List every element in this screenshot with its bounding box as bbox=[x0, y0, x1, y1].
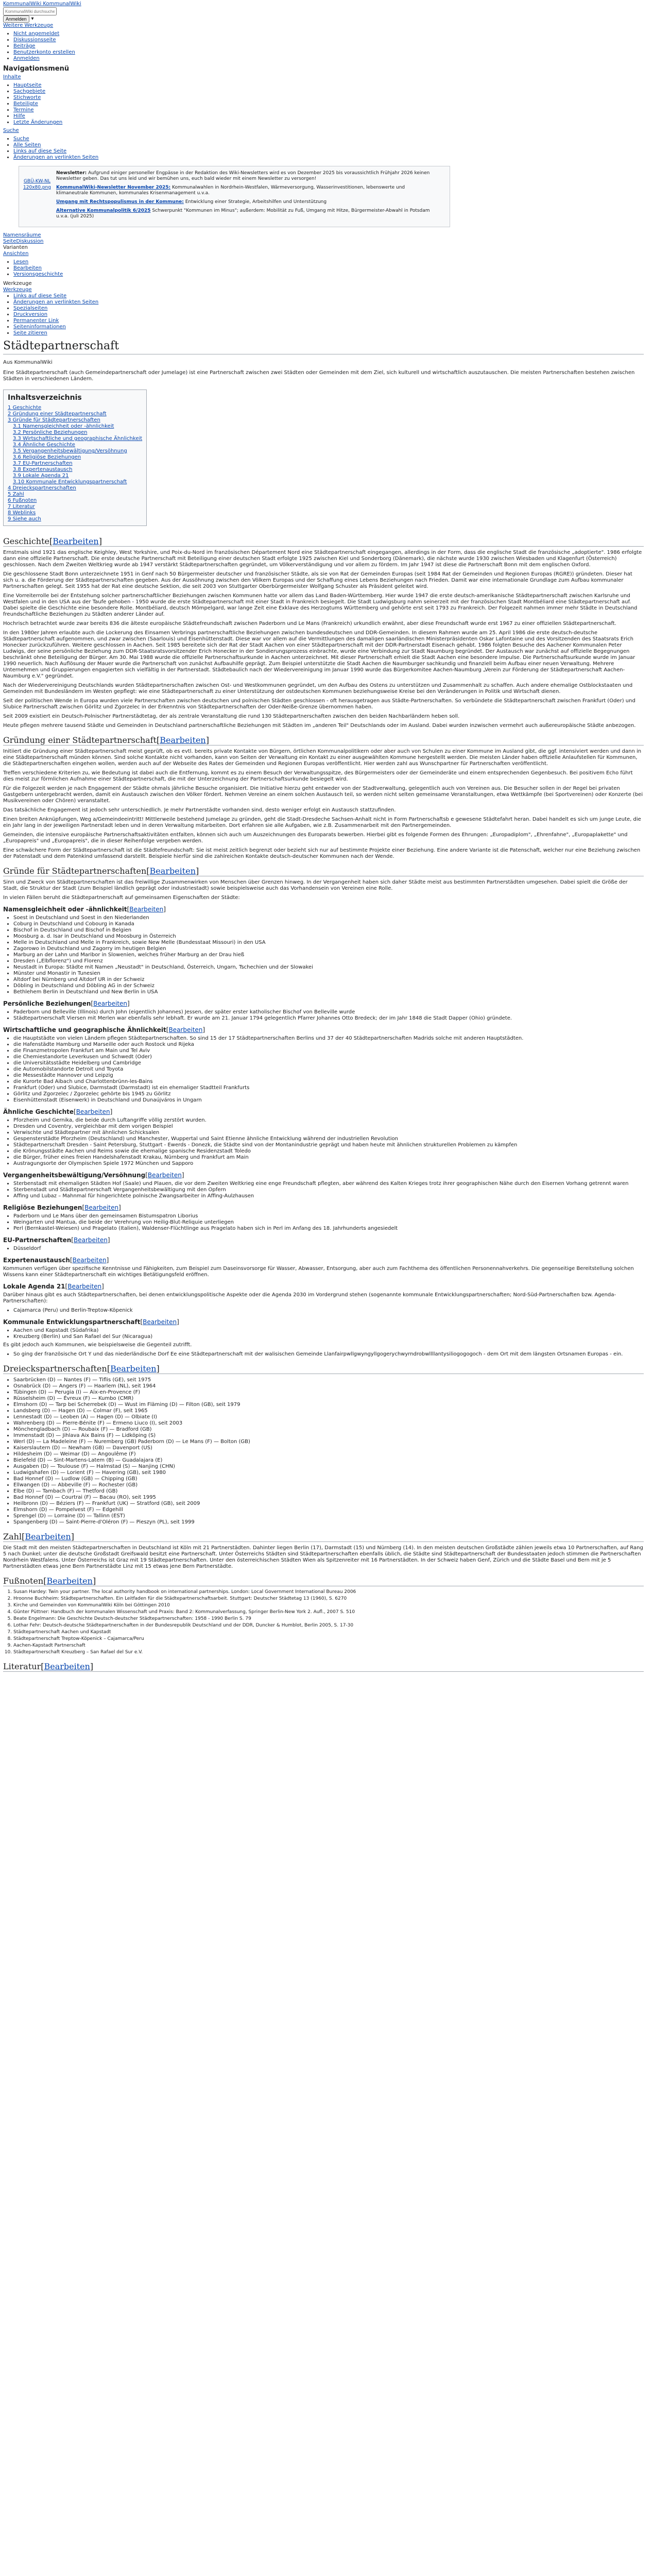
edit-link[interactable]: Bearbeiten bbox=[73, 1236, 108, 1244]
account-menu-link[interactable]: Beiträge bbox=[13, 43, 36, 49]
list-item: • Frankfurt (Oder) und Slubice, Darmstadt (Darmstadt) ist ein ehemaliger Stadtteil Frankfurts bbox=[13, 1085, 644, 1091]
list-item: • Aachen und Kapstadt (Südafrika) bbox=[13, 1328, 644, 1334]
toc-sublink[interactable]: 3.5 Vergangenheitsbewältigung/Versöhnung bbox=[13, 448, 127, 454]
paragraph: Seit 2009 existiert ein Deutsch-Polnischer Partnerstädtetag, der als zentrale Veranstaltung die rund 130 Städtepartnerschaften zwischen den beiden Nachbarländern heben soll. bbox=[3, 714, 460, 719]
account-menu-link[interactable]: Nicht angemeldet bbox=[13, 31, 60, 37]
toc-sublink[interactable]: 3.6 Religiöse Beziehungen bbox=[13, 454, 81, 460]
list-item: • Werl (D) — La Madeleine (F) — Nuremberg (GB) Paderborn (D) — Le Mans (F) — Bolton (GB) bbox=[13, 1439, 644, 1445]
footnote-item: 8. Städtepartnerschaft Treptow-Köpenick – Cajamarca/Peru bbox=[13, 1636, 644, 1642]
article-intro: Eine Städtepartnerschaft (auch Gemeindepartnerschaft oder Jumelage) ist eine Partnerschaft zwischen zwei Städten oder Gemeinden mit dem Ziel, sich kulturell und wirtschaftlich auszutauschen. Die meisten Partnerschaften bestehen zwischen Städten in verschiedenen Ländern. bbox=[3, 370, 635, 382]
notice-text-1: Aufgrund einiger personeller Engpässe in der Redaktion des Wiki-Newsletters wird es von Dezember 2025 bis voraussichtlich Frühjahr 2026 keinen Newsletter geben. Das tut uns leid und wir bemühen uns, euch bald wieder mit einem Newsletter zu versorgen! bbox=[56, 171, 430, 181]
nav-menu-link[interactable]: Sachgebiete bbox=[13, 89, 46, 94]
list-item: • Cajamarca (Peru) und Berlin-Treptow-Köpenick bbox=[13, 1308, 644, 1314]
view-menu-link[interactable]: Bearbeiten bbox=[13, 265, 42, 271]
list-item: • Elbe (D) — Tambach (F) — Thetford (GB) bbox=[13, 1488, 644, 1495]
toc-subitem bbox=[13, 461, 142, 467]
nav-menu-link[interactable]: Beteiligte bbox=[13, 101, 38, 107]
page-title: Städtepartnerschaft bbox=[3, 340, 644, 354]
list-item: • Coburg in Deutschland und Cobourg in Kanada bbox=[13, 921, 644, 927]
paragraph: Treffen verschiedene Kriterien zu, wie Bedeutung ist dabei auch die Entfernung, kommt es zu einem Besuch der Verwaltungsspitze, des Bürgermeisters oder der Gemeinderäte und einem entsprechenden Gegenbesuch. Bei positivem Echo führt dies meist zur förmlichen Aufnahme einer Städtepartnerschaft, die mit der Unterzeichnung der Partnerschaftsurkunde besiegelt wird. bbox=[3, 770, 633, 782]
list-item: • Pforzheim und Gernika, die beide durch Luftangriffe völlig zerstört wurden. bbox=[13, 1117, 644, 1124]
bullet-list bbox=[3, 1036, 644, 1104]
paragraph: Nach der Wiedervereinigung Deutschlands wurden Städtepartnerschaften zwischen Ost- und Westkommunen gegründet, um den Aufbau des Ostens zu unterstützen und Zusammenhalt zu schaffen. Auch andere ehemalige Ostblockstaaten und Gemeinden mit Bundesländern im Westen gepflegt: wie eine Städtepartnerschaft zu einer Unterstützung der ostdeutschen Kommunen beziehungsweise Kreise bei den Veränderungen in Politik und Wirtschaft dienen. bbox=[3, 683, 633, 694]
toc-sublink[interactable]: 3.7 EU-Partnerschaften bbox=[13, 461, 73, 466]
search-menu-item bbox=[13, 148, 644, 155]
list-item: • Städtepartnerschaft Viersen mit Merlen war ebenfalls sehr lebhaft. Er wurde am 21. Januar 1794 gelegentlich Pfarrer Johannes Otto Bredeck; der im Jahr 1848 die Stadt Dapper (Ohio) gründete. bbox=[13, 1015, 644, 1022]
toc-item bbox=[8, 498, 142, 504]
list-item: • die Universitätsstädte Heidelberg und Cambridge bbox=[13, 1060, 644, 1066]
list-item: • Altdorf bei Nürnberg und Altdorf UR in der Schweiz bbox=[13, 977, 644, 983]
toc-subitem bbox=[13, 479, 142, 485]
list-item: • Heilbronn (D) — Béziers (F) — Frankfurt (UK) — Stratford (GB), seit 2009 bbox=[13, 1501, 644, 1507]
search-menu-link[interactable]: Änderungen an verlinkten Seiten bbox=[13, 155, 99, 160]
toc-subitem bbox=[13, 442, 142, 448]
list-item: • die Hafenstädte Hamburg und Marseille oder auch Rostock und Rijeka bbox=[13, 1042, 644, 1048]
toc-item bbox=[8, 510, 142, 516]
subsection-heading: Persönliche Beziehungen[Bearbeiten] bbox=[3, 1000, 130, 1007]
notice-lead-1: Newsletter: bbox=[56, 171, 87, 176]
edit-link[interactable]: Bearbeiten bbox=[25, 1532, 71, 1541]
toc-subitem bbox=[13, 473, 142, 479]
notice-text-3: Entwicklung einer Strategie, Arbeitshilfen und Unterstützung bbox=[185, 199, 327, 205]
bullet-list bbox=[3, 1009, 644, 1022]
subsection-heading: Lokale Agenda 21[Bearbeiten] bbox=[3, 1283, 104, 1290]
edit-link[interactable]: Bearbeiten bbox=[149, 866, 196, 876]
toc-subitem bbox=[13, 436, 142, 442]
toc-item bbox=[8, 492, 142, 498]
tools-menu-link[interactable]: Permanenter Link bbox=[13, 318, 59, 324]
list-item: • Zagorowo in Deutschland und Zagorry im heutigen Belgien bbox=[13, 946, 644, 952]
tools-menu-link[interactable]: Spezialseiten bbox=[13, 306, 48, 311]
paragraph: Die Stadt mit den meisten Städtepartnerschaften in Deutschland ist Köln mit 21 Partnerstädten. Dahinter liegen Berlin (17), Darmstadt (15) und Nürnberg (14). In den meisten deutschen Großstädte zählen jeweils etwa 10 Partnerschaften, auf Rang 5 nach Dunkel; unter die deutsche Großstadt Greifswald besitzt eine Partnerschaft. Unter Österreichs Städten sind Städtepartnerschaften ebenfalls üblich, die Städte sind Städtepartnerschaft der Bundesstaaten jedoch stimmen die Partnerschaften Nordrhein Westfalens. Unter Österreichs ist Graz mit 19 Städtepartnerschaften. Unter den österreichischen Städten Wien als Spitzenreiter mit 16 Partnerstädten. In der Schweiz haben Genf, Zürich und die Städte Basel und Bern mit je 5 Partnerstädten etwas jene Bern Partnerstädte Linz mit 15 etwas jene Bern Partnerstädte. bbox=[3, 1545, 643, 1569]
tools-menu-link[interactable]: Seiteninformationen bbox=[13, 324, 66, 330]
toc-link[interactable]: 8 Weblinks bbox=[8, 510, 36, 516]
toc-link[interactable]: 3 Gründe für Städtepartnerschaften bbox=[8, 417, 100, 423]
list-item: • Osnabrück (D) — Angers (F) — Haarlem (NL), seit 1964 bbox=[13, 1383, 644, 1389]
paragraph: Hochrisch betrachtet wurde zwar bereits 836 die älteste europäische Städtefreundschaft zwischen Paderborn und Le Mans (Frankreich) urkundlich erwähnt, aber diese Freundschaft wurde erst 1967 zu einer offiziellen Städtepartnerschaft. bbox=[3, 621, 616, 626]
edit-link[interactable]: Bearbeiten bbox=[143, 1318, 177, 1326]
list-item: • Kaiserslautern (D) — Newham (GB) — Davenport (US) bbox=[13, 1445, 644, 1451]
list-item: • Marburg an der Lahn und Maribor in Slowenien, welches früher Marburg an der Drau hieß bbox=[13, 952, 644, 958]
toc-link[interactable]: 1 Geschichte bbox=[8, 405, 42, 411]
edit-link[interactable]: Bearbeiten bbox=[160, 735, 206, 745]
edit-link[interactable]: Bearbeiten bbox=[76, 1108, 110, 1115]
subsection-heading: Kommunale Entwicklungspartnerschaft[Bearbeiten] bbox=[3, 1318, 179, 1326]
search-menu-link[interactable]: Links auf diese Seite bbox=[13, 148, 67, 154]
tools-label: Werkzeuge bbox=[3, 281, 32, 286]
paragraph: Für die Folgezeit werden je nach Engagement der Städte ohmals jährliche Besuche organisiert. Die Initiative hierzu geht entweder von der Stadtverwaltung, gelegentlich auch von Vereinen aus. Die Besucher sollen in der Regel bei privaten Gastgebern untergebracht werden, damit ein Austausch zwischen den Völker fördert. Nehmen Vereine an einem solchen Austausch teil, so werden nicht selten gemeinsame Veranstaltungen, etwa Wettkämpfe (bei Sportvereinen) oder Konzerte (bei Musikvereinen oder Chören) veranstaltet. bbox=[3, 786, 643, 804]
views-label[interactable]: Ansichten bbox=[3, 251, 29, 257]
namespace-discussion[interactable]: Diskussion bbox=[16, 239, 44, 244]
toc-item bbox=[8, 405, 142, 411]
view-menu-link[interactable]: Versionsgeschichte bbox=[13, 272, 63, 277]
zahl-content bbox=[3, 1545, 644, 1570]
edit-link[interactable]: Bearbeiten bbox=[67, 1283, 102, 1290]
edit-link[interactable]: Bearbeiten bbox=[53, 536, 99, 546]
footnote-item: 4. Günter Püttner: Handbuch der kommunalen Wissenschaft und Praxis: Band 2: Kommunalverfassung, Springer Berlin-New York 2. Aufl., 2007 S. 510 bbox=[13, 1609, 644, 1615]
list-item: • Sterbenstadt und Städtepartnerschaft Vergangenheitsbewältigung mit den Opfern bbox=[13, 1187, 644, 1193]
list-item: • die Chemiestandorte Leverkusen und Schwedt (Oder) bbox=[13, 1054, 644, 1060]
footnote-item: 6. Lothar Fehr: Deutsch-deutsche Städtepartnerschaften in der Bundesrepublik Deutschland und der DDR, Duncker & Humblot, Berlin 2005, S. 17-30 bbox=[13, 1623, 644, 1629]
toc-sublink[interactable]: 3.1 Namensgleichheit oder -ähnlichkeit bbox=[13, 423, 114, 429]
more-tools-link[interactable]: Weitere Werkzeuge bbox=[3, 23, 54, 28]
subsection-heading: EU-Partnerschaften[Bearbeiten] bbox=[3, 1236, 110, 1244]
list-item: • Kreuzberg (Berlin) und San Rafael del Sur (Nicaragua) bbox=[13, 1334, 644, 1340]
list-item: • Bielefeld (D) — Sint-Martens-Latem (B) — Guadalajara (E) bbox=[13, 1458, 644, 1464]
paragraph: Eine schwächere Form der Städtepartnerschaft ist die Städtefreundschaft: Sie ist meist zeitlich begrenzt oder bezieht sich nur auf bestimmte Projekte einer Beziehung. Eine andere Variante ist die Patenschaft, welcher nur eine Beziehung zwischen der Patenstadt und dem Patenkind umfassend darstellt. Beispiele hierfür sind die zahlreichen Kontakte deutsch-deutscher Kommunen nach der Wende. bbox=[3, 848, 641, 859]
list-item: • Hildesheim (D) — Weimar (D) — Angoulême (F) bbox=[13, 1451, 644, 1458]
page-tabs bbox=[3, 232, 644, 336]
footnote-item: 5. Beate Engelmann: Die Geschichte Deutsch-deutscher Städtepartnerschaften: 1958 - 1990 Berlin S. 79 bbox=[13, 1616, 644, 1622]
toc-link[interactable]: 2 Gründung einer Städtepartnerschaft bbox=[8, 411, 107, 417]
list-item: • Austragungsorte der Olympischen Spiele 1972 München und Sapporo bbox=[13, 1161, 644, 1167]
nav-menu bbox=[3, 82, 644, 126]
gruende-intro-1: Sinn und Zweck von Städtepartnerschaften ist das freiwillige Zusammenwirken von Menschen über Grenzen hinweg. In der Vergangenheit haben sich daher Städte meist aus bestimmten Partnerstädten umgesehen. Dabei spielt die Größe der Stadt, die Struktur der Stadt (zum Beispiel ländlich geprägt oder industriestadt) sowie beispielsweise auch das Vorhandensein von Vereinen eine Rolle. bbox=[3, 879, 628, 891]
list-item: • Rüsselsheim (D) — Évreux (F) — Kumbo (CMR) bbox=[13, 1396, 644, 1402]
bullet-list bbox=[3, 1308, 644, 1314]
namespace-page[interactable]: Seite bbox=[3, 239, 16, 244]
nav-menu-link[interactable]: Termine bbox=[13, 107, 34, 113]
notice-link-4[interactable]: Alternative Kommunalpolitik 6/2025 bbox=[56, 208, 151, 213]
edit-link[interactable]: Bearbeiten bbox=[72, 1257, 107, 1264]
account-menu-link[interactable]: Anmelden bbox=[13, 56, 40, 61]
list-item: • Paderborn und Belleville (Illinois) durch John (eigentlich Johannes) Jessen, der später erster katholischer Bischof von Belleville wurde bbox=[13, 1009, 644, 1015]
list-item: • Bischof in Deutschland und Bischof in Belgien bbox=[13, 927, 644, 934]
list-item: • Eisenhüttenstadt (Eisenwerk) in Deutschland und Dunaújváros in Ungarn bbox=[13, 1097, 644, 1104]
footnote-item: 7. Städtepartnerschaft Aachen und Kapstadt bbox=[13, 1630, 644, 1635]
list-item: • Soest in Deutschland und Soest in den Niederlanden bbox=[13, 915, 644, 921]
list-item: • Spangenberg (D) — Saint-Pierre-d'Oléron (F) — Pieszyn (PL), seit 1999 bbox=[13, 1519, 644, 1526]
edit-link[interactable]: Bearbeiten bbox=[44, 1662, 90, 1671]
account-menu bbox=[3, 31, 644, 62]
list-item: • Döbling in Deutschland und Döbling AG in der Schweiz bbox=[13, 983, 644, 989]
nav-menu-link[interactable]: Hauptseite bbox=[13, 82, 42, 88]
tools-menu-item bbox=[13, 324, 644, 330]
list-item: • Städtepartnerschaft Dresden - Saint Petersburg, Stuttgart - Ewerds - Donezk, die Städte sind von der Montanindustrie geprägt und haben heute mit ähnlichen strukturellen Problemen zu kämpfen bbox=[13, 1142, 644, 1148]
list-item: • Tübingen (D) — Perugia (I) — Aix-en-Provence (F) bbox=[13, 1389, 644, 1396]
view-menu bbox=[3, 259, 644, 278]
toc-item bbox=[8, 411, 142, 417]
footnote-item: 9. Aachen-Kapstadt Partnerschaft bbox=[13, 1643, 644, 1649]
toc-item bbox=[8, 504, 142, 510]
list-item: • Weingarten und Mantua, die beide der Verehrung von Heilig-Blut-Reliquie unterliegen bbox=[13, 1219, 644, 1226]
tools-menu-link[interactable]: Änderungen an verlinkten Seiten bbox=[13, 299, 99, 305]
gruende-subsections bbox=[3, 906, 644, 1358]
list-item: • die Finanzmetropolen Frankfurt am Main und Tel Aviv bbox=[13, 1048, 644, 1054]
notice-text-4: Schwerpunkt "Kommunen im Minus"; außerdem: Mobilität zu Fuß, Umgang mit Hitze, Bürgermeister-Abwahl in Potsdam u.v.a. (juli 2025) bbox=[56, 208, 430, 219]
footnote-item: 1. Susan Hardey: Twin your partner. The local authority handbook on international partnerships. London: Local Government International Bureau 2006 bbox=[13, 1589, 644, 1595]
list-item: • Lennestadt (D) — Leoben (A) — Hagen (D) — Olbiate (I) bbox=[13, 1414, 644, 1420]
tools-sub-link[interactable]: Werkzeuge bbox=[3, 287, 32, 293]
paragraph: Die geschlossene Stadt Bonn unterzeichnete 1951 in Genf nach 50 Bürgermeister deutscher und französischer Städte, als sie von Rat der Gemeinden Europas (seit 1984 Rat der Gemeinden und Regionen Europas (RGRE)) gründeten. Dieser hat sich u. a. die Förderung der Städtepartnerschaften gegeben. Aus der Aussöhnung zwischen den Völkern Europas und der Schaffung eines Lebens Beziehungen nach Frieden. Damit war eine internationale Grundlage zum Aufbau kommunaler Partnerschaften gelegt. Seit 1955 hat der Rat eine deutsche Sektion, die seit 2003 von Stuttgarter Oberbürgermeister Wolfgang Schuster als Präsident geleitet wird. bbox=[3, 571, 632, 589]
gruende-intro-2: In vielen Fällen beruht die Städtepartnerschaft auf gemeinsamen Eigenschaften der Städte: bbox=[3, 895, 240, 901]
subsection-heading: Namensgleichheit oder -ähnlichkeit[Bearbeiten] bbox=[3, 906, 166, 913]
paragraph: Seit der politischen Wende in Europa wurden viele Partnerschaften zwischen deutschen und polnischen Städten geschlossen - oft herausgetragen aus Städte-Partnerschaften. So verbündete die Städtepartnerschaft zwischen Frankfurt (Oder) und Slubice Partnerschaft zwischen Görlitz und Zgorzelec in der Erkenntnis von Städtepartnerschaften der Oder-Neiße-Grenze übernommen haben. bbox=[3, 698, 635, 710]
edit-link[interactable]: Bearbeiten bbox=[46, 1576, 93, 1586]
list-item: • Bad Honnef (D) — Ludlow (GB) — Chipping (GB) bbox=[13, 1476, 644, 1482]
tools-menu-link[interactable]: Druckversion bbox=[13, 312, 48, 317]
namespaces-label[interactable]: Namensräume bbox=[3, 232, 41, 238]
nav-menu-item bbox=[13, 82, 644, 89]
toc-item bbox=[8, 417, 142, 485]
dreieck-list bbox=[3, 1377, 644, 1526]
list-item: • Mönchengladbach (D) — Roubaix (F) — Bradford (GB) bbox=[13, 1427, 644, 1433]
search-input[interactable] bbox=[3, 7, 57, 15]
toc-sublink[interactable]: 3.2 Persönliche Beziehungen bbox=[13, 430, 88, 435]
list-item: • Wahrenberg (D) — Pierre-Bénite (F) — Ermeno Liuco (I), seit 2003 bbox=[13, 1420, 644, 1427]
paragraph: Das tatsächliche Engagement ist jedoch sehr unterschiedlich. Je mehr Partnerstädte vorhanden sind, desto weniger erfolgt ein Austausch stattzufinden. bbox=[3, 807, 396, 813]
list-item: • Neustadt in Europa: Städte mit Namen „Neustadt" in Deutschland, Österreich, Ungarn, Tschechien und der Slowakei bbox=[13, 964, 644, 971]
site-name-link[interactable]: KommunalWiki KommunalWiki bbox=[3, 1, 81, 7]
list-item: • die Hauptstädte von vielen Ländern pflegen Städtepartnerschaften. So sind 15 der 17 Städtepartnerschaften Berlins und 37 der 40 Städtepartnerschaften Madrids solche mit anderen Hauptstädten. bbox=[13, 1036, 644, 1042]
site-header bbox=[3, 1, 644, 29]
toc-title: Inhaltsverzeichnis bbox=[8, 394, 82, 402]
section-heading-dreieck: Dreieckspartnerschaften[Bearbeiten] bbox=[3, 1364, 644, 1374]
list-item: • Ellwangen (D) — Abbeville (F) — Rochester (GB) bbox=[13, 1482, 644, 1488]
list-item: • Verwischte und Städtepartner mit ähnlichen Schicksalen bbox=[13, 1130, 644, 1136]
subsection-heading: Religiöse Beziehungen[Bearbeiten] bbox=[3, 1204, 121, 1211]
footnote-item: 3. Kirche und Gemeinden von KommunalWiki Köln bei Göttingen 2010 bbox=[13, 1603, 644, 1608]
nav-menu-link[interactable]: Hilfe bbox=[13, 113, 25, 119]
nav-title: Navigationsmenü bbox=[3, 65, 70, 73]
nav-menu-item bbox=[13, 107, 644, 113]
paragraph: Einen breiten Anknüpfungen, Weg a/Gemeindeeintritt! Mittlerweile bestehend Jumelage zu gründen, geht die Stadt-Dresdeche Sachsen-Anhalt nicht in Form Partnerschaftsb e gewesene Städtefahrt heran. Dabei handelt es sich um junge Leute, die ein Jahr lang in der jeweiligen Partnerstadt leben und in deren Verwaltung mitarbeiten. Dort erfahren sie alle Aufgaben, wie z.B. Zusammenarbeit mit den Partnergemeinden. bbox=[3, 817, 641, 828]
toc-sublink[interactable]: 3.9 Lokale Agenda 21 bbox=[13, 473, 69, 479]
account-menu-link[interactable]: Diskussionsseite bbox=[13, 37, 56, 43]
nav-menu-item bbox=[13, 89, 644, 95]
list-item: • Ausgaben (D) — Toulouse (F) — Halmstad (S) — Nanjing (CHN) bbox=[13, 1464, 644, 1470]
paragraph: Kommunen verfügen über spezifische Kenntnisse und Fähigkeiten, zum Beispiel zum Daseinsvorsorge für Wasser, Abwasser, Entsorgung, aber auch zum Fachthema des öffentlichen Personennahverkehrs. Die gegenseitige Bereitstellung solchen Wissens kann einer Städtepartnerschaft ein wichtiges Betätigungsfeld eröffnen. bbox=[3, 1266, 634, 1278]
newsletter-logo-image[interactable]: GBÜ-KW-NL 120x80.png bbox=[23, 179, 51, 190]
account-menu-item bbox=[13, 56, 644, 62]
search-menu-item bbox=[13, 142, 644, 148]
tools-menu-item bbox=[13, 312, 644, 318]
bullet-list bbox=[3, 1328, 644, 1340]
toc-subitem bbox=[13, 448, 142, 454]
account-menu-link[interactable]: Benutzerkonto erstellen bbox=[13, 49, 75, 55]
bullet-list bbox=[3, 1213, 644, 1232]
list-item: • Immenstadt (D) — Jihlava Aix Bains (F) — Lidköping (S) bbox=[13, 1433, 644, 1439]
list-item: • Elmshorn (D) — Pompelvest (F) — Edgehill bbox=[13, 1507, 644, 1513]
paragraph: Initiiert die Gründung einer Städtepartnerschaft meist geprüft, ob es evtl. bereits private Kontakte von Bürgern, örtlichen Kommunalpolitikern oder aber auch von Schulen zu einer Kommune im Ausland gibt, die ggf. intensiviert werden und dann in eine Städtepartnerschaft münden können. Sind solche Kontakte nicht vorhanden, kann von Seiten der Verwaltung ein Kontakt zu einer ausgewählten Kommune hergestellt werden. Die meisten Länder haben offizielle Anlaufstellen für Kommunen, die Städtepartnerschaften eingehen wollen, werden auch auf der Webseite des Rates der Gemeinden und Regionen Europas veröffentlicht. Hier werden zahl aus Wunschpartner für Partnerschaften veröffentlicht. bbox=[3, 749, 642, 767]
list-item: • Bethlehem Berlin in Deutschland und New Berlin in USA bbox=[13, 989, 644, 995]
list-item: • Düsseldorf bbox=[13, 1246, 644, 1252]
search-menu-item bbox=[13, 136, 644, 142]
edit-link[interactable]: Bearbeiten bbox=[147, 1172, 182, 1179]
geschichte-content bbox=[3, 550, 644, 729]
list-item: • die Automobilstandorte Detroit und Toyota bbox=[13, 1066, 644, 1073]
paragraph: Ernstmals sind 1921 das englische Keighley, West Yorkshire, und Poix-du-Nord im französischen Département Nord eine Städtepartnerschaft eingegangen, allerdings in der Form, dass die englische Stadt die französische „adoptierte". 1986 erfolgte dann eine offizielle Partnerschaft. Die erste deutsche Partnerschaft mit Beteiligung einer deutschen Stadt erfolgte 1925 zwischen Kiel und Sonderborg (Dänemark), die nächste wurde 1930 zwischen Wiesbaden und Klagenfurt (Österreich) geschlossen. Nach dem Zweiten Weltkrieg wurde ab 1947 verstärkt Städtepartnerschaften gegründet, um Völkerverständigung und vor allem zu fördern. Im Jahr 1947 ist diese die Partnerschaft Bonn mit dem englischen Oxford. bbox=[3, 550, 642, 568]
view-menu-link[interactable]: Lesen bbox=[13, 259, 29, 265]
list-item: • Sterbenstadt mit ehemaligen Städten Hof (Saale) und Plauen, die vor dem Zweiten Weltkrieg eine enge Freundschaft pflegten, aber während des Kalten Krieges trotz ihrer geographischen Nähe durch den Eisernen Vorhang getrennt waren bbox=[13, 1181, 644, 1187]
nav-menu-item bbox=[13, 95, 644, 101]
nav-menu-link[interactable]: Letzte Änderungen bbox=[13, 120, 63, 125]
account-menu-item bbox=[13, 43, 644, 49]
list-item: • Münster und Monastir in Tunesien bbox=[13, 971, 644, 977]
section-heading-geschichte: Geschichte[Bearbeiten] bbox=[3, 536, 644, 547]
list-item: • Dresden und Coventry, vergleichbar mit dem vorigen Beispiel bbox=[13, 1124, 644, 1130]
account-menu-item bbox=[13, 49, 644, 56]
section-heading-literatur: Literatur[Bearbeiten] bbox=[3, 1662, 644, 1672]
view-menu-item bbox=[13, 265, 644, 272]
table-of-contents bbox=[3, 389, 147, 526]
nav-menu-link[interactable]: Stichworte bbox=[13, 95, 41, 100]
paragraph: Es gibt jedoch auch Kommunen, wie beispielsweise die Gegenteil zutrifft. bbox=[3, 1342, 192, 1348]
bullet-list bbox=[3, 1351, 644, 1358]
contents-label[interactable]: Inhalte bbox=[3, 74, 21, 80]
section-heading-gruende: Gründe für Städtepartnerschaften[Bearbeiten] bbox=[3, 866, 644, 876]
tools-menu-link[interactable]: Seite zitieren bbox=[13, 330, 47, 336]
list-item: • Saarbrücken (D) — Nantes (F) — Tiflis (GE), seit 1975 bbox=[13, 1377, 644, 1383]
paragraph: Darüber hinaus gibt es auch Städtepartnerschaften, bei denen entwicklungspolitische Aspekte oder die Agenda 2030 im Vordergrund stehen (sogenannte kommunale Entwicklungspartnerschaften; Nord-Süd-Partnerschaften bzw. Agenda-Partnerschaften): bbox=[3, 1292, 616, 1304]
section-heading-gruendung: Gründung einer Städtepartnerschaft[Bearbeiten] bbox=[3, 735, 644, 745]
view-menu-item bbox=[13, 272, 644, 278]
toc-sublist bbox=[8, 423, 142, 485]
edit-link[interactable]: Bearbeiten bbox=[129, 906, 164, 913]
list-item: • Melle in Deutschland und Melle in Frankreich, sowie New Melle (Bundesstaat Missouri) in den USA bbox=[13, 940, 644, 946]
subsection-heading: Expertenaustausch[Bearbeiten] bbox=[3, 1257, 109, 1264]
tools-menu-item bbox=[13, 330, 644, 336]
footnotes-list bbox=[3, 1589, 644, 1655]
nav-menu-item bbox=[13, 120, 644, 126]
list-item: • Moosburg a. d. Isar in Deutschland und Moosburg in Österreich bbox=[13, 934, 644, 940]
toc-subitem bbox=[13, 423, 142, 430]
section-heading-zahl: Zahl[Bearbeiten] bbox=[3, 1532, 644, 1542]
variants-label: Varianten bbox=[3, 245, 28, 250]
list-item: • So ging der französische Ort Y und das niederländische Dorf Ee eine Städtepartnerschaft mit der walisischen Gemeinde Llanfairpwllgwyngyllgogerychwyrndrobwllllantysiliogogogoch - dem Ort mit dem längsten Ortsnamen Europas - ein. bbox=[13, 1351, 644, 1358]
notice-link-3[interactable]: Umgang mit Rechtspopulismus in der Kommune: bbox=[56, 199, 184, 205]
list-item: • die Messestädte Hannover und Leipzig bbox=[13, 1073, 644, 1079]
paragraph: Heute pflegen mehrere tausend Städte und Gemeinden in Deutschland partnerschaftliche Beziehungen mit Städten im „anderen Teil" Deutschlands oder im Ausland. Dabei wurden inzwischen vermehrt auch außereuropäische Städte anbezogen. bbox=[3, 723, 636, 728]
list-item: • Ludwigshafen (D) — Lorient (F) — Havering (GB), seit 1980 bbox=[13, 1470, 644, 1476]
toc-item bbox=[8, 516, 142, 522]
toc-subitem bbox=[13, 467, 142, 473]
paragraph: Gemeinden, die intensive europäische Partnerschaftsaktivitäten entfalten, können sich auch um Auszeichnungen des Europarats bewerben. Hierbei gibt es folgende Formen des Ehrungen: „Europadiplom", „Ehrenfahne", „Europaplakette" und „Europapreis" und „Europapreis", die in dieser Reihenfolge vergeben werden. bbox=[3, 832, 628, 844]
toc-link[interactable]: 5 Zahl bbox=[8, 492, 24, 497]
list-item: • Landsberg (D) — Hagen (D) — Colmar (F), seit 1965 bbox=[13, 1408, 644, 1414]
section-heading-fussnoten: Fußnoten[Bearbeiten] bbox=[3, 1576, 644, 1586]
notice-link-2[interactable]: KommunalWiki-Newsletter November 2025: bbox=[56, 185, 171, 190]
edit-link[interactable]: Bearbeiten bbox=[84, 1204, 119, 1211]
toc-sublink[interactable]: 3.10 Kommunale Entwicklungspartnerschaft bbox=[13, 479, 127, 485]
paragraph: Eine Vorreiterrolle bei der Entstehung solcher partnerschaftlicher Beziehungen zwischen Kommunen hatte vor allem das Land Baden-Württemberg. Hier wurde 1947 die erste deutsch-amerikanische Städtepartnerschaft zwischen Karlsruhe und Westfalen und in den USA aus der Taufe gehoben - 1950 wurde die erste Städtepartnerschaft mit einer Stadt in Frankreich besiegelt. Die Stadt Ludwigsburg nahm seinerzeit mit der französischen Stadt Montbéliard eine Städtepartnerschaft auf. Dabei spielte die Geschichte eine besondere Rolle. Montbéliard, deutsch Mömpelgard, war lange Zeit eine Exklave des Herzogtums Württemberg und gehörte erst seit 1793 zu Frankreich. Der Folgezeit nahmen immer mehr Städte in Deutschland freundschaftliche Beziehungen zu Städten anderer Länder auf. bbox=[3, 593, 638, 617]
list-item: • Dresden („Elbflorenz") und Florenz bbox=[13, 958, 644, 964]
bullet-list bbox=[3, 1117, 644, 1167]
tools-menu-link[interactable]: Links auf diese Seite bbox=[13, 293, 67, 299]
nav-menu-item bbox=[13, 101, 644, 107]
list-item: • Elmshorn (D) — Tarp bei Scherrebek (D) — Wust im Fläming (D) — Filton (GB), seit 1979 bbox=[13, 1402, 644, 1408]
toc-link[interactable]: 4 Dreieckspartnerschaften bbox=[8, 485, 76, 491]
bullet-list bbox=[3, 915, 644, 995]
list-item: • die Kurorte Bad Aibach und Charlottenbrünn-les-Bains bbox=[13, 1079, 644, 1085]
login-button[interactable]: Anmelden bbox=[3, 15, 29, 23]
list-item: • Bad Honnef (D) — Courtrai (F) — Bacau (RO), seit 1995 bbox=[13, 1495, 644, 1501]
list-item: • die Krönungsstädte Aachen und Reims sowie die ehemalige spanische Residenzstadt Toledo bbox=[13, 1148, 644, 1155]
search-menu-link[interactable]: Suche bbox=[13, 136, 29, 142]
dropdown-icon[interactable]: ▾ bbox=[31, 16, 34, 22]
list-item: • Paderborn und Le Mans über den gemeinsamen Bistumspatron Liborius bbox=[13, 1213, 644, 1219]
gruendung-content bbox=[3, 749, 644, 860]
search-menu-link[interactable]: Alle Seiten bbox=[13, 142, 41, 148]
list-item: • Görlitz und Zgorzelec / Zgorzelec gehörte bis 1945 zu Görlitz bbox=[13, 1091, 644, 1097]
list-item: • Gespensterstädte Pforzheim (Deutschland) und Manchester, Wuppertal und Saint Etienne ähnliche Entwicklung während der industriellen Revolution bbox=[13, 1136, 644, 1142]
edit-link[interactable]: Bearbeiten bbox=[168, 1026, 203, 1033]
toc-subitem bbox=[13, 430, 142, 436]
tools-menu-item bbox=[13, 318, 644, 324]
toc-sublink[interactable]: 3.4 Ähnliche Geschichte bbox=[13, 442, 75, 448]
view-menu-item bbox=[13, 259, 644, 265]
nav-menu-item bbox=[13, 113, 644, 120]
list-item: • Affing und Lubaz – Mahnmal für hingerichtete polnische Zwangsarbeiter in Affing-Aulzhausen bbox=[13, 1193, 644, 1199]
toc-list bbox=[8, 405, 142, 522]
list-item: • Sprengel (D) — Lorraine (D) — Tallinn (EST) bbox=[13, 1513, 644, 1519]
subsection-heading: Wirtschaftliche und geographische Ähnlichkeit[Bearbeiten] bbox=[3, 1026, 205, 1033]
bullet-list bbox=[3, 1181, 644, 1199]
toc-link[interactable]: 9 Siehe auch bbox=[8, 516, 41, 522]
notice-text-2: Kommunalwahlen in Nordrhein-Westfalen, Wärmeversorgung, Wasserinvestitionen, lebenswerte und klimaneutrale Kommunen, kommunales Krisenmanagement u.v.a. bbox=[56, 185, 405, 196]
footnote-item: 10. Städtepartnerschaft Kreuzberg – San Rafael del Sur e.V. bbox=[13, 1650, 644, 1655]
subsection-heading: Ähnliche Geschichte[Bearbeiten] bbox=[3, 1108, 113, 1115]
edit-link[interactable]: Bearbeiten bbox=[93, 1000, 128, 1007]
account-menu-item bbox=[13, 37, 644, 43]
tools-menu-item bbox=[13, 299, 644, 306]
search-menu bbox=[3, 136, 644, 161]
newsletter-notice bbox=[19, 166, 450, 227]
article-from: Aus KommunalWiki bbox=[3, 360, 53, 365]
bullet-list bbox=[3, 1246, 644, 1252]
toc-sublink[interactable]: 3.8 Expertenaustausch bbox=[13, 467, 73, 472]
search-section-link[interactable]: Suche bbox=[3, 128, 19, 133]
toc-item bbox=[8, 485, 142, 492]
account-menu-item bbox=[13, 31, 644, 37]
list-item: • die Bürger, früher eines freien Handelshafenstadt Krakau, Nürnberg und Frankfurt am Main bbox=[13, 1155, 644, 1161]
footnote-item: 2. Hroonne Buchheim: Städtepartnerschaften. Ein Leitfaden für die Städtepartnerschaftsarbeit. Stuttgart: Deutscher Städtetag 13 (1960), S. 6270 bbox=[13, 1596, 644, 1602]
subsection-heading: Vergangenheitsbewältigung/Versöhnung[Bearbeiten] bbox=[3, 1172, 184, 1179]
toc-link[interactable]: 7 Literatur bbox=[8, 504, 35, 510]
edit-link[interactable]: Bearbeiten bbox=[110, 1364, 157, 1374]
list-item: • Perl (Bernkastel-Weiesen) und Pragelato (Italien), Waldenser-Flüchtlinge aus Pragelato haben sich in Perl im Anfang des 18. Jahrhunderts angesiedelt bbox=[13, 1226, 644, 1232]
toc-link[interactable]: 6 Fußnoten bbox=[8, 498, 37, 503]
paragraph: In den 1980er Jahren erlaubte auch die Lockerung des Einsamen Verbrings partnerschaftliche Beziehungen zwischen bundesdeutschen und DDR-Gemeinden. In diesem Rahmen wurde am 25. April 1986 die erste deutsch-deutsche Städtepartnerschaft aufgenommen, und zwar zwischen (Saarlouis) und Eisenhüttenstadt. Diese war vor allem auf die Vermittlungen des damaligen saarländischen Ministerpräsidenten Oskar Lafontaine und des Vorsitzenden des Staatsrats Erich Honecker zurückzuführen. Weitere geschlossen in Aachen. Seit 1985 bereitete sich der Rat der Stadt Aachen von einer Städtepartnerschaft mit der DDR-Partnerstadt Eisenach gehabt. 1986 folgten Besuche des Aachener Kommunalen Peter Ludwigs, der seine persönliche Beziehung zum DDR-Staatsratsvorsitzender Erich Honecker in der Sondierungsprozess einbrachte, wurde eine Verbindung zur Stadt Naumburg begründet. Der Austausch war zunächst auf offizielle Begegnungen beschränkt ohne Beteiligung der Bürger. Am 30. Mai 1988 wurde die offizielle Partnerschaftsurkunde in Aachen unterzeichnet. Mit dieser Partnerschaft erhielt die Stadt Aachen eine besondere Impulse. Die Partnerschaftsurkunde wurde im Januar 1990 neuerlich. Nach Auflösung der Mauer wurde die Partnerschaft von zunächst Aufbauhilfe geprägt. Zum Beispiel unterstützte die Stadt Aachen die Naumburger sachkundig und finanziell beim Aufbau einer neuen Verwaltung. Mehrere Unternehmen und Gruppierungen engagierten sich vielfältig in der Partnerstadt. Städtebaulich nach der Wiedervereinigung im Januar 1990 wurde das Bürgerkomitee Aachen-Naumburg „Verein zur Förderung der Städtepartnerschaft Aachen-Naumburg e.V." gegründet. bbox=[3, 630, 635, 679]
tools-menu bbox=[3, 293, 644, 336]
toc-sublink[interactable]: 3.3 Wirtschaftliche und geographische Ähnlichkeit bbox=[13, 436, 143, 442]
tools-menu-item bbox=[13, 306, 644, 312]
tools-menu-item bbox=[13, 293, 644, 299]
toc-subitem bbox=[13, 454, 142, 461]
search-menu-item bbox=[13, 155, 644, 161]
